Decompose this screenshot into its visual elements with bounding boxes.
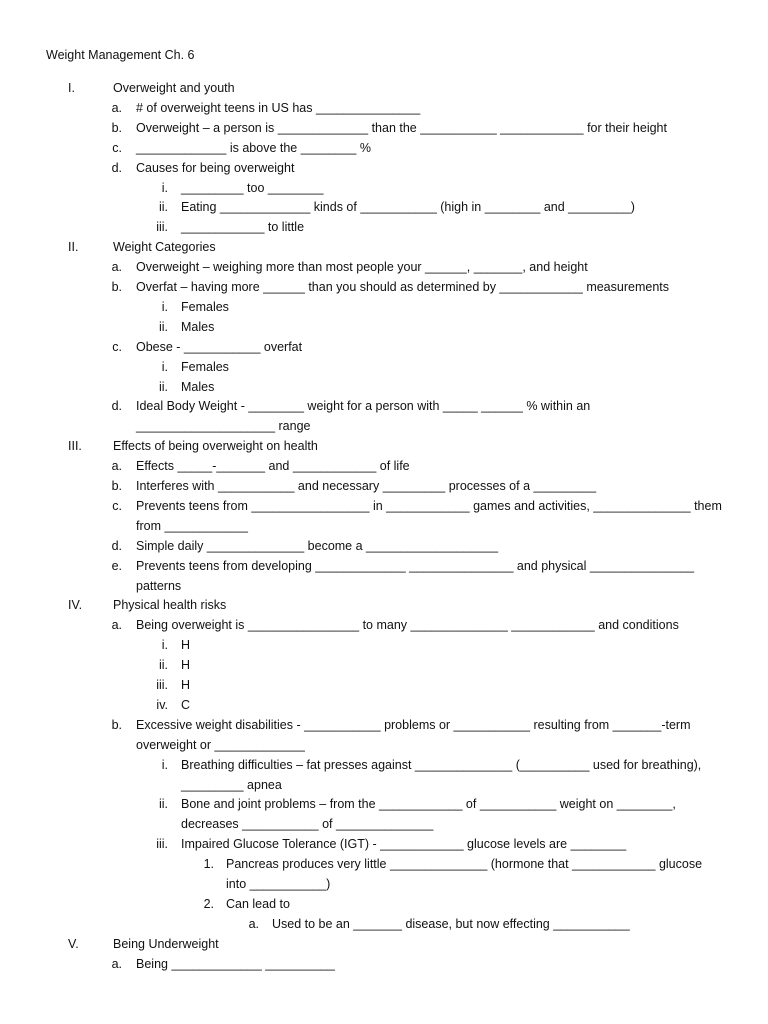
outline-line (0, 357, 768, 377)
outline-text: # of overweight teens in US has _______________ (136, 100, 421, 115)
outline-text: Prevents teens from developing _____________ _______________ and physical _______________ (136, 558, 695, 573)
outline-marker: i. (161, 299, 168, 314)
outline-marker: d. (111, 538, 122, 553)
outline-text: Causes for being overweight (136, 160, 295, 175)
outline-text: Interferes with ___________ and necessary _________ processes of a _________ (136, 479, 597, 493)
outline-line (0, 436, 768, 456)
outline-marker: iii. (156, 678, 168, 692)
outline-text: Physical health risks (113, 598, 227, 613)
outline-line (0, 914, 768, 934)
outline-marker: a. (111, 618, 122, 633)
outline-line (0, 655, 768, 675)
outline-marker: a. (111, 100, 122, 115)
outline-marker: 1. (203, 857, 214, 872)
outline-marker: III. (68, 439, 82, 454)
outline-marker: d. (111, 160, 122, 175)
outline-line (0, 217, 768, 237)
outline-text: Obese - ___________ overfat (136, 339, 303, 354)
outline-text: Effects of being overweight on health (113, 439, 318, 454)
outline-text: Overfat – having more ______ than you should as determined by ____________ measurements (136, 280, 669, 294)
outline-marker: V. (68, 936, 79, 951)
outline-text: Excessive weight disabilities - ___________ problems or ___________ resulting from _______-term (136, 717, 691, 732)
outline-line (0, 416, 768, 436)
outline-marker: b. (111, 120, 122, 135)
outline-line (0, 516, 768, 536)
outline-line (0, 794, 768, 814)
outline-line (0, 635, 768, 655)
outline-line (0, 954, 768, 974)
outline-line (0, 178, 768, 198)
outline-line (0, 894, 768, 914)
outline-text: Breathing difficulties – fat presses against ______________ (__________ used for breathing), (181, 757, 702, 772)
outline-marker: a. (248, 916, 259, 931)
outline-marker: c. (112, 498, 122, 513)
outline-marker: b. (111, 280, 122, 294)
outline-marker: ii. (158, 797, 168, 812)
outline-text: Simple daily ______________ become a ___________________ (136, 538, 499, 553)
outline-text: Overweight – weighing more than most people your ______, _______, and height (136, 260, 588, 275)
outline-text: Pancreas produces very little ______________ (hormone that ____________ glucose (226, 857, 703, 872)
outline-marker: ii. (158, 200, 168, 215)
outline-line (0, 496, 768, 516)
outline-text: _____________ is above the ________ % (136, 140, 371, 155)
outline-line (0, 377, 768, 397)
outline-marker: c. (112, 339, 122, 354)
outline-marker: a. (111, 459, 122, 474)
outline-text: ____________________ range (136, 419, 311, 434)
outline-marker: d. (111, 399, 122, 414)
outline-line (0, 257, 768, 277)
outline-line (0, 297, 768, 317)
outline-line (0, 595, 768, 615)
outline-marker: 2. (203, 896, 214, 911)
outline-marker: ii. (158, 658, 168, 673)
outline-text: C (181, 697, 191, 712)
outline-marker: i. (161, 359, 168, 374)
outline-line (0, 715, 768, 735)
outline-marker: ii. (158, 379, 168, 394)
outline-text: overweight or _____________ (136, 737, 305, 752)
outline-text: Females (181, 299, 229, 314)
outline-marker: iv. (156, 697, 168, 712)
outline-line (0, 78, 768, 98)
outline-text: H (181, 678, 191, 692)
outline-line (0, 874, 768, 894)
outline-text: Overweight – a person is _____________ than the ___________ ____________ for their height (136, 120, 667, 135)
outline-line (0, 814, 768, 834)
outline-line (0, 158, 768, 178)
outline-line (0, 277, 768, 297)
outline-line (0, 197, 768, 217)
outline-text: Bone and joint problems – from the ____________ of ___________ weight on ________, (181, 797, 676, 812)
outline-text: _________ apnea (181, 777, 282, 792)
outline-line (0, 675, 768, 695)
outline-line (0, 556, 768, 576)
outline-marker: e. (111, 558, 122, 573)
outline-text: Can lead to (226, 896, 290, 911)
outline-text: from ____________ (136, 518, 248, 533)
outline-line (0, 775, 768, 795)
outline-line (0, 98, 768, 118)
outline-line (0, 536, 768, 556)
outline-text: Males (181, 319, 215, 334)
outline-text: Being overweight is ________________ to many ______________ ____________ and conditions (136, 618, 679, 633)
outline-marker: i. (161, 757, 168, 772)
outline-line (0, 695, 768, 715)
outline-marker: a. (111, 260, 122, 275)
outline-text: Eating _____________ kinds of ___________ (high in ________ and _________) (181, 200, 635, 215)
outline-line (0, 118, 768, 138)
outline-marker: IV. (68, 598, 83, 613)
outline-line (0, 396, 768, 416)
outline-marker: ii. (158, 319, 168, 334)
outline-line (0, 615, 768, 635)
outline-text: H (181, 658, 191, 673)
outline-text: Males (181, 379, 215, 394)
outline-line (0, 735, 768, 755)
outline-marker: iii. (156, 837, 168, 852)
outline-text: Weight Categories (113, 240, 216, 255)
outline-line (0, 834, 768, 854)
outline-marker: b. (111, 479, 122, 493)
outline-marker: b. (111, 717, 122, 732)
outline-marker: i. (161, 180, 168, 195)
outline-line (0, 476, 768, 496)
outline-line (0, 456, 768, 476)
outline-text: Being _____________ __________ (136, 956, 335, 971)
outline-line (0, 138, 768, 158)
outline-text: Being Underweight (113, 936, 219, 951)
outline-marker: iii. (156, 220, 168, 235)
outline-text: decreases ___________ of ______________ (181, 817, 434, 832)
outline-marker: a. (111, 956, 122, 971)
outline-text: H (181, 638, 191, 653)
outline-text: Effects _____-_______ and ____________ of life (136, 459, 410, 474)
outline-text: Females (181, 359, 229, 374)
outline-line (0, 755, 768, 775)
outline-line (0, 576, 768, 596)
outline-text: Ideal Body Weight - ________ weight for a person with _____ ______ % within an (136, 399, 591, 414)
outline-text: _________ too ________ (181, 180, 324, 195)
outline-marker: I. (68, 81, 75, 95)
document-title: Weight Management Ch. 6 (46, 48, 195, 62)
outline-line (0, 854, 768, 874)
outline-text: Overweight and youth (113, 81, 235, 95)
outline-text: Impaired Glucose Tolerance (IGT) - ____________ glucose levels are ________ (181, 837, 627, 852)
outline-line (0, 934, 768, 954)
outline-line (0, 317, 768, 337)
outline-marker: i. (161, 638, 168, 653)
outline-text: into ___________) (226, 877, 331, 891)
outline-marker: c. (112, 140, 122, 155)
outline-text: Used to be an _______ disease, but now effecting ___________ (272, 916, 630, 931)
outline-text: ____________ to little (181, 220, 305, 235)
outline-line (0, 237, 768, 257)
outline-text: Prevents teens from _________________ in ____________ games and activities, ______________ them (136, 498, 722, 513)
outline-line (0, 337, 768, 357)
outline-text: patterns (136, 578, 182, 593)
outline-marker: II. (68, 240, 79, 255)
